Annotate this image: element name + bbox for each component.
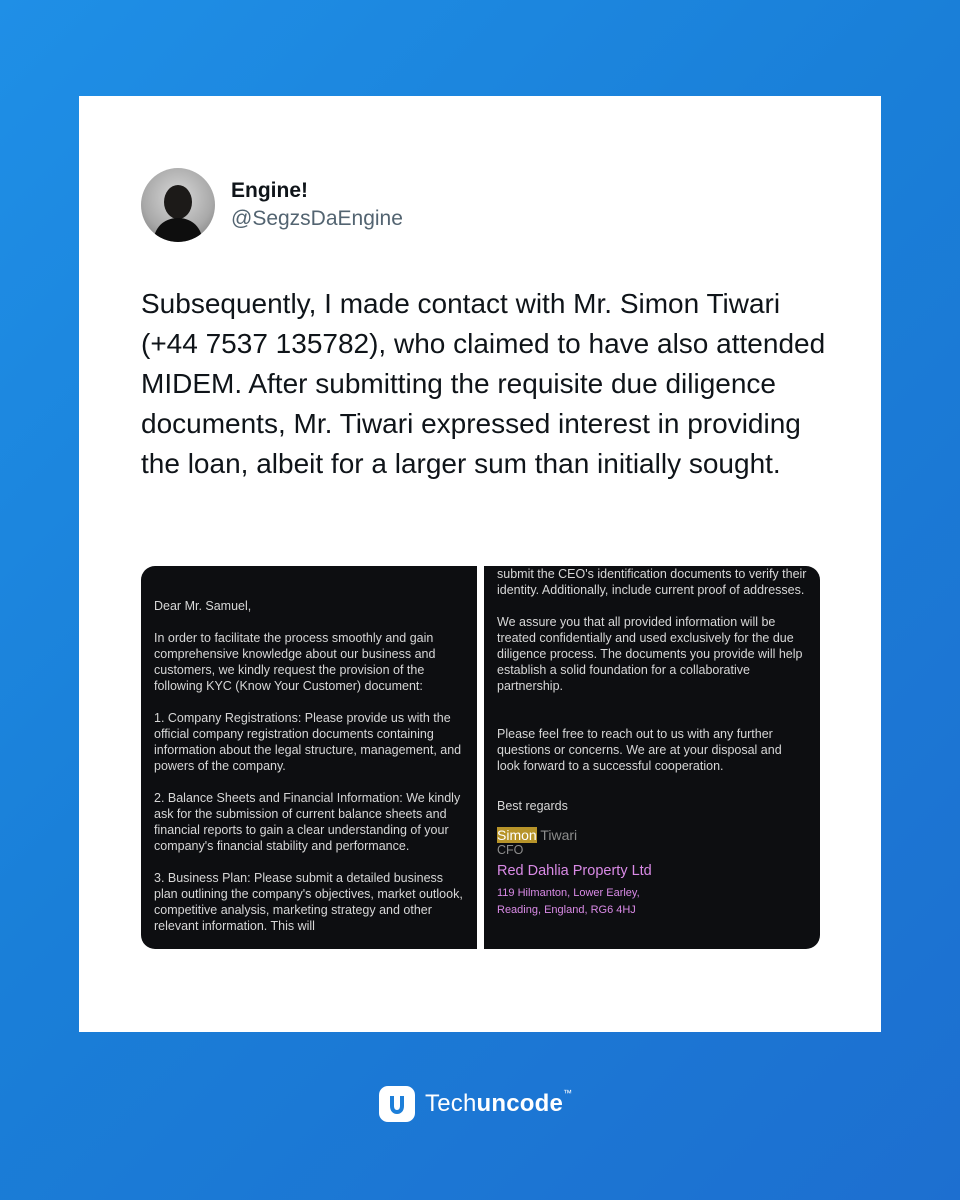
email-paragraph: In order to facilitate the process smoothly and gain comprehensive knowledge about our business and customers, we kindly request the provision of the following KYC (Know Your Customer) document:: [154, 631, 436, 693]
email-greeting: Dear Mr. Samuel,: [154, 599, 252, 613]
trademark-symbol: ™: [563, 1088, 573, 1098]
email-paragraph: 3. Business Plan: Please submit a detailed business plan outlining the company's objectives, market outlook, competitive analysis, marketing strategy and other relevant information. This will: [154, 871, 463, 933]
attached-image-left[interactable]: [141, 566, 477, 949]
address-line: 119 Hilmanton, Lower Earley,: [497, 887, 640, 899]
brand-name: [425, 1090, 572, 1118]
signer-first-name: Simon: [497, 827, 537, 843]
attached-image-right[interactable]: [484, 566, 820, 949]
email-paragraph: 2. Balance Sheets and Financial Information: We kindly ask for the submission of current balance sheets and financial reports to gain a clear understanding of your company's financial stability and performance.: [154, 791, 461, 853]
post-card: [79, 96, 881, 1032]
post-author[interactable]: [141, 168, 403, 242]
company-name: Red Dahlia Property Ltd: [497, 863, 652, 879]
email-paragraph: Please feel free to reach out to us with any further questions or concerns. We are at your disposal and look forward to a successful cooperation.: [497, 727, 782, 773]
company-address: [497, 885, 808, 919]
brand-suffix: uncode: [476, 1090, 564, 1117]
brand-prefix: Tech: [425, 1090, 477, 1117]
address-line: Reading, England, RG6 4HJ: [497, 904, 636, 916]
avatar-photo-icon: [141, 168, 215, 242]
signer-last-name: Tiwari: [540, 827, 578, 843]
avatar[interactable]: [141, 168, 215, 242]
email-paragraph: submit the CEO's identification documents to verify their identity. Additionally, include current proof of addresses.: [497, 567, 807, 597]
email-paragraph: 1. Company Registrations: Please provide us with the official company registration documents containing information about the legal structure, management, and powers of the company.: [154, 711, 462, 773]
user-handle[interactable]: @SegzsDaEngine: [231, 207, 403, 230]
brand-logo: [379, 1086, 572, 1122]
email-closing: Best regards: [497, 799, 568, 813]
email-paragraph: We assure you that all provided information will be treated confidentially and used exclusively for the due diligence process. The documents you provide will help establish a solid foundation for a collaborative partnership.: [497, 615, 803, 693]
display-name[interactable]: Engine!: [231, 179, 308, 202]
techuncode-logo-icon: [379, 1086, 415, 1122]
post-text: Subsequently, I made contact with Mr. Simon Tiwari (+44 7537 135782), who claimed to have also attended MIDEM. After submitting the requisite due diligence documents, Mr. Tiwari expressed interest in providing the loan, albeit for a larger sum than initially sought.: [141, 288, 826, 479]
signer-title: CFO: [497, 843, 524, 857]
